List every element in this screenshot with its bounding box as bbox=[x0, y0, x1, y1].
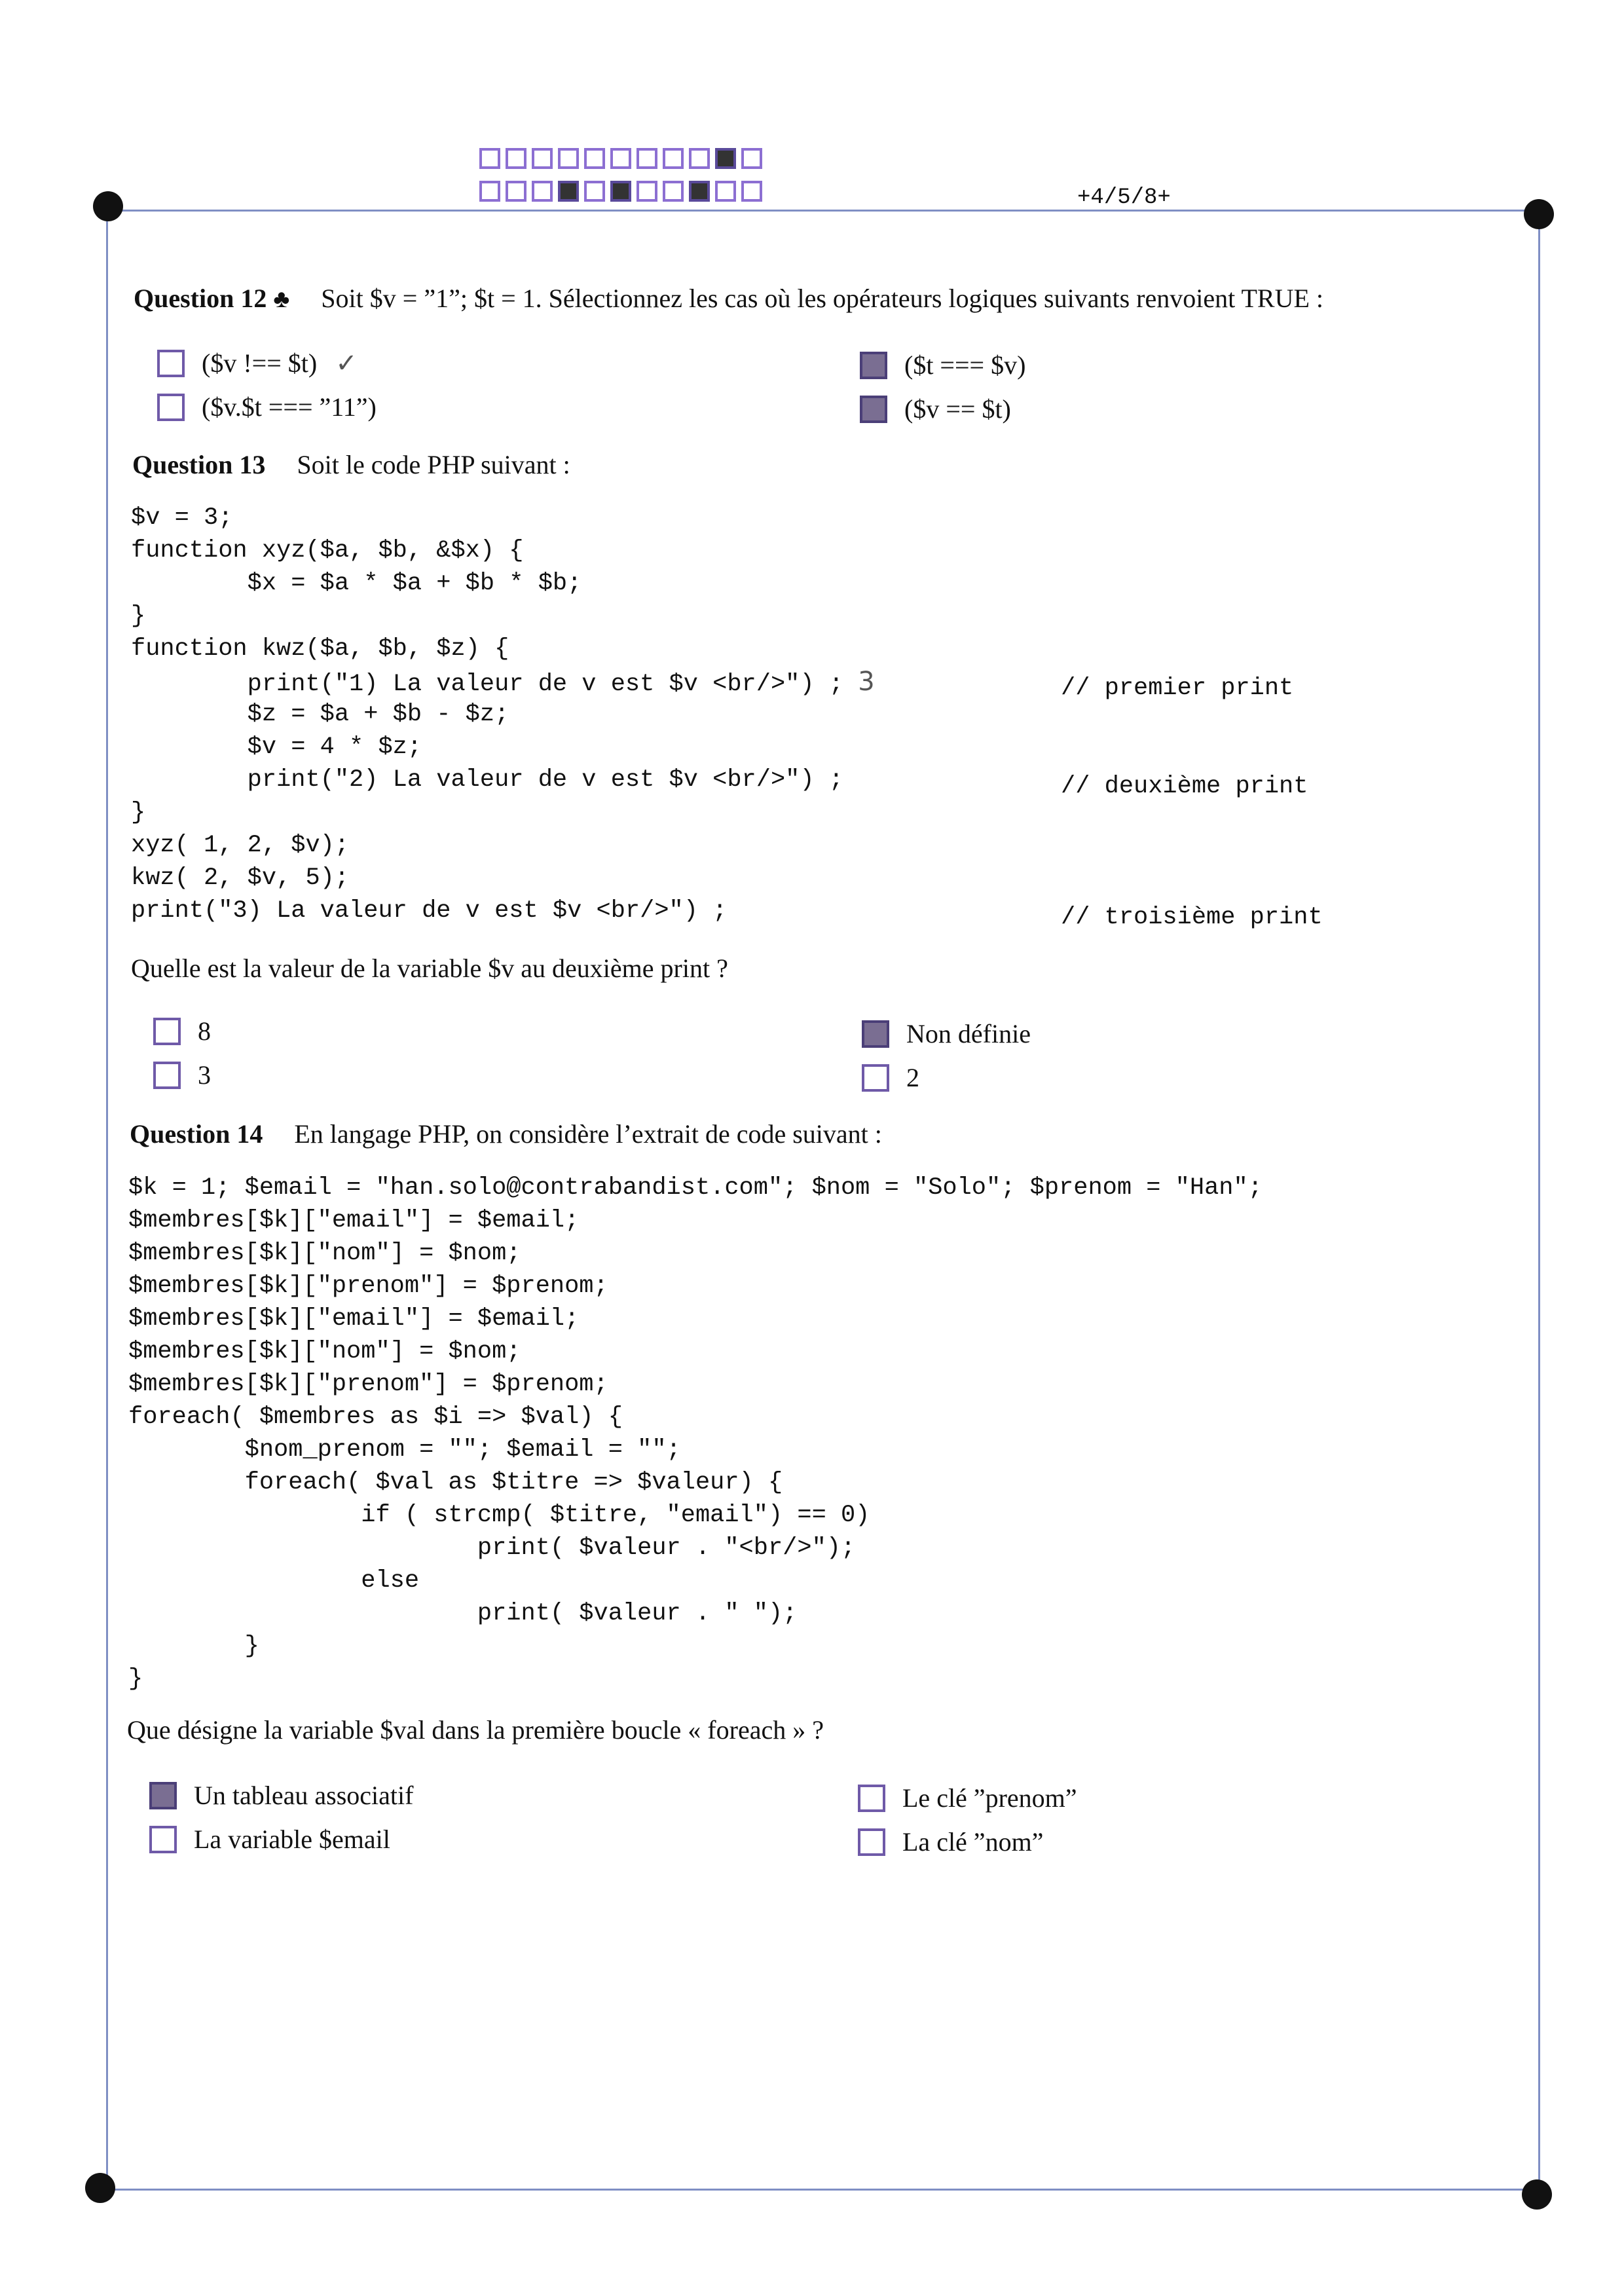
code-line: } bbox=[128, 1665, 143, 1693]
q14-checkbox-4[interactable] bbox=[858, 1828, 885, 1856]
code-line: print("3) La valeur de v est $v <br/>") ; bbox=[131, 897, 728, 925]
code-line-text: print("1) La valeur de v est $v <br/>") ; bbox=[131, 671, 843, 698]
code-line: xyz( 1, 2, $v); bbox=[131, 832, 350, 859]
q12-checkbox-4[interactable] bbox=[860, 396, 887, 423]
q13-option-2-label: 3 bbox=[198, 1060, 211, 1090]
code-cell-empty bbox=[715, 181, 736, 202]
code-line: if ( strcmp( $titre, "email") == 0) bbox=[128, 1502, 870, 1529]
handwritten-annotation: 3 bbox=[858, 667, 875, 697]
q13-checkbox-2[interactable] bbox=[153, 1062, 181, 1089]
corner-marker-top-right bbox=[1524, 199, 1554, 229]
code-line: $membres[$k]["prenom"] = $prenom; bbox=[128, 1371, 608, 1398]
corner-marker-top-left bbox=[93, 191, 123, 221]
q13-option-4[interactable] bbox=[862, 1062, 919, 1093]
question-14-label: Question 14 bbox=[130, 1119, 263, 1149]
code-line: } bbox=[131, 602, 146, 630]
code-line: $nom_prenom = ""; $email = ""; bbox=[128, 1436, 681, 1464]
code-cell-empty bbox=[506, 181, 526, 202]
code-cell-empty bbox=[532, 148, 553, 169]
code-line: foreach( $membres as $i => $val) { bbox=[128, 1403, 623, 1431]
q14-option-3-label: Le clé ”prenom” bbox=[902, 1783, 1077, 1813]
q14-checkbox-1[interactable] bbox=[149, 1782, 177, 1809]
frame-bottom bbox=[100, 2189, 1540, 2191]
q14-checkbox-3[interactable] bbox=[858, 1785, 885, 1812]
q13-option-4-label: 2 bbox=[906, 1063, 919, 1092]
q13-option-3[interactable] bbox=[862, 1018, 1031, 1049]
code-cell-empty bbox=[741, 148, 762, 169]
q12-checkbox-1[interactable] bbox=[157, 350, 185, 377]
code-line bbox=[131, 665, 875, 698]
code-cell-empty bbox=[741, 181, 762, 202]
code-cell-empty bbox=[558, 148, 579, 169]
code-line: $v = 4 * $z; bbox=[131, 733, 422, 761]
code-cell-filled bbox=[610, 181, 631, 202]
frame-right bbox=[1538, 216, 1540, 2191]
code-line: function xyz($a, $b, &$x) { bbox=[131, 537, 524, 565]
code-line: $v = 3; bbox=[131, 504, 233, 532]
code-line: else bbox=[128, 1567, 420, 1595]
handwritten-check-mark: ✓ bbox=[335, 348, 358, 379]
q12-option-4[interactable] bbox=[860, 394, 1011, 424]
q14-option-1-label: Un tableau associatif bbox=[194, 1781, 414, 1810]
page-id: +4/5/8+ bbox=[1077, 185, 1171, 210]
binary-code-row-1 bbox=[479, 148, 767, 169]
question-14-header bbox=[130, 1119, 882, 1149]
code-cell-empty bbox=[532, 181, 553, 202]
q14-question: Que désigne la variable $val dans la première boucle « foreach » ? bbox=[127, 1715, 824, 1745]
q13-checkbox-4[interactable] bbox=[862, 1064, 889, 1092]
q12-option-1[interactable] bbox=[157, 348, 358, 379]
code-cell-empty bbox=[689, 148, 710, 169]
code-cell-filled bbox=[689, 181, 710, 202]
q14-code-block bbox=[128, 1172, 1263, 1695]
q13-option-1-label: 8 bbox=[198, 1016, 211, 1046]
code-line: $k = 1; $email = "han.solo@contrabandist.com"; $nom = "Solo"; $prenom = "Han"; bbox=[128, 1174, 1263, 1202]
corner-marker-bottom-right bbox=[1522, 2179, 1552, 2210]
code-line: $membres[$k]["nom"] = $nom; bbox=[128, 1338, 521, 1365]
q12-checkbox-2[interactable] bbox=[157, 394, 185, 421]
q13-checkbox-1[interactable] bbox=[153, 1018, 181, 1045]
question-13-header bbox=[132, 449, 570, 480]
code-cell-empty bbox=[584, 181, 605, 202]
code-cell-empty bbox=[637, 181, 657, 202]
code-cell-empty bbox=[663, 148, 684, 169]
question-14-text: En langage PHP, on considère l’extrait de code suivant : bbox=[294, 1119, 882, 1149]
code-line: foreach( $val as $titre => $valeur) { bbox=[128, 1469, 783, 1496]
code-cell-empty bbox=[479, 181, 500, 202]
q13-code-block bbox=[131, 502, 875, 927]
q14-option-2[interactable] bbox=[149, 1824, 390, 1855]
code-line: $z = $a + $b - $z; bbox=[131, 701, 509, 728]
corner-marker-bottom-left bbox=[85, 2173, 115, 2203]
q13-option-3-label: Non définie bbox=[906, 1019, 1031, 1048]
question-12-text: Soit $v = ”1”; $t = 1. Sélectionnez les cas où les opérateurs logiques suivants renvoient TRUE : bbox=[321, 284, 1324, 313]
q12-option-2[interactable] bbox=[157, 392, 377, 422]
code-line: print("2) La valeur de v est $v <br/>") ; bbox=[131, 766, 843, 794]
question-12-label: Question 12 bbox=[134, 284, 267, 313]
binary-code-row-2 bbox=[479, 181, 767, 202]
comment-premier-print: // premier print bbox=[1061, 675, 1294, 702]
q14-option-4-label: La clé ”nom” bbox=[902, 1827, 1044, 1857]
q12-option-3-label: ($t === $v) bbox=[904, 350, 1026, 380]
code-line: $membres[$k]["nom"] = $nom; bbox=[128, 1240, 521, 1267]
question-12-header bbox=[134, 283, 1323, 314]
code-line: $membres[$k]["email"] = $email; bbox=[128, 1207, 580, 1234]
club-icon: ♣ bbox=[273, 286, 290, 313]
q12-checkbox-3[interactable] bbox=[860, 352, 887, 379]
q12-option-3[interactable] bbox=[860, 350, 1025, 380]
comment-deuxieme-print: // deuxième print bbox=[1061, 773, 1308, 800]
comment-troisieme-print: // troisième print bbox=[1061, 904, 1323, 931]
code-line: kwz( 2, $v, 5); bbox=[131, 864, 350, 892]
frame-left bbox=[106, 210, 108, 2187]
q13-question: Quelle est la valeur de la variable $v au deuxième print ? bbox=[131, 954, 728, 983]
code-line: print( $valeur . " "); bbox=[128, 1600, 798, 1627]
q14-option-4[interactable] bbox=[858, 1826, 1043, 1857]
q13-checkbox-3[interactable] bbox=[862, 1020, 889, 1048]
code-cell-empty bbox=[506, 148, 526, 169]
code-line: $x = $a * $a + $b * $b; bbox=[131, 570, 582, 597]
q12-option-2-label: ($v.$t === ”11”) bbox=[202, 392, 377, 422]
code-cell-filled bbox=[558, 181, 579, 202]
q14-checkbox-2[interactable] bbox=[149, 1826, 177, 1853]
code-cell-empty bbox=[584, 148, 605, 169]
question-13-text: Soit le code PHP suivant : bbox=[297, 450, 570, 479]
code-cell-empty bbox=[663, 181, 684, 202]
code-line: print( $valeur . "<br/>"); bbox=[128, 1534, 856, 1562]
code-cell-empty bbox=[637, 148, 657, 169]
code-cell-empty bbox=[479, 148, 500, 169]
q13-option-2[interactable] bbox=[153, 1060, 211, 1090]
q14-option-3[interactable] bbox=[858, 1783, 1077, 1813]
code-line: } bbox=[128, 1633, 259, 1660]
code-line: function kwz($a, $b, $z) { bbox=[131, 635, 509, 663]
code-line: $membres[$k]["email"] = $email; bbox=[128, 1305, 580, 1333]
q14-option-2-label: La variable $email bbox=[194, 1824, 390, 1854]
question-13-label: Question 13 bbox=[132, 450, 266, 479]
code-cell-empty bbox=[610, 148, 631, 169]
code-line: } bbox=[131, 799, 146, 826]
frame-top bbox=[108, 210, 1540, 212]
code-cell-filled bbox=[715, 148, 736, 169]
q12-option-4-label: ($v == $t) bbox=[904, 394, 1011, 424]
code-line: $membres[$k]["prenom"] = $prenom; bbox=[128, 1272, 608, 1300]
q13-option-1[interactable] bbox=[153, 1016, 211, 1046]
q12-option-1-label: ($v !== $t) bbox=[202, 348, 318, 378]
q14-option-1[interactable] bbox=[149, 1780, 413, 1811]
